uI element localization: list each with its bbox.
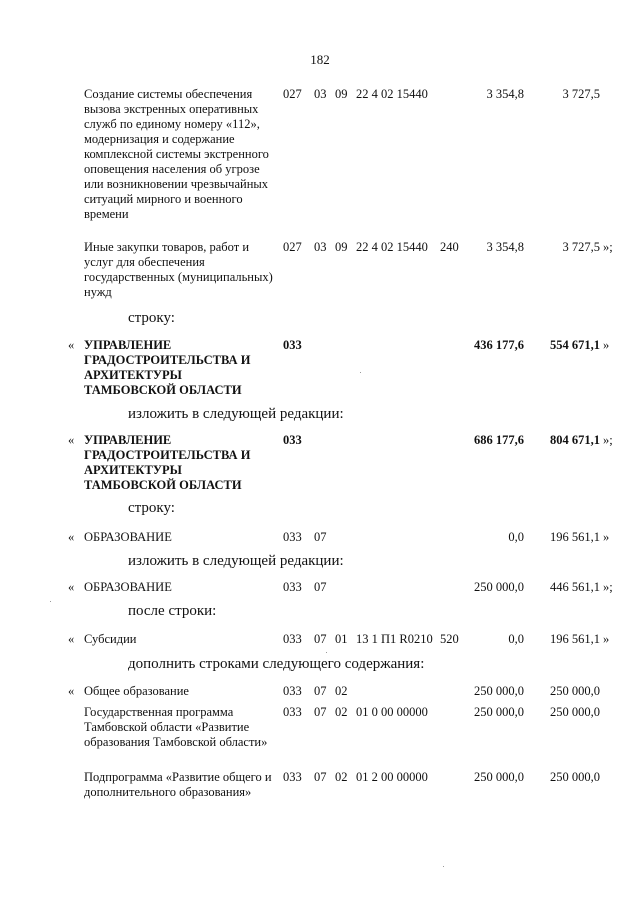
row-value-1: 0,0 <box>508 530 524 544</box>
row-ved: 033 <box>283 530 302 544</box>
row-name: Общее образование <box>84 684 189 698</box>
scan-speck <box>443 866 444 867</box>
row-pr: 02 <box>335 770 348 784</box>
row-value-2: 250 000,0 <box>550 684 600 698</box>
row-ved: 033 <box>283 580 302 594</box>
row-open-quote: « <box>68 632 75 646</box>
scan-speck <box>360 372 361 373</box>
row-close-quote: »; <box>603 580 613 594</box>
row-value-2: 196 561,1 <box>550 530 600 544</box>
row-rz: 07 <box>314 684 327 698</box>
row-name: Создание системы обеспечения вызова экстренных оперативных служб по единому номеру «112», модернизация и содержание комплексной системы экстренного оповещения населения об угрозе или возникновении чрезвычайных ситуаций мирного и военного времени <box>84 87 269 221</box>
row-value-1: 3 354,8 <box>486 87 524 101</box>
row-rz: 07 <box>314 580 327 594</box>
row-value-2: 554 671,1 <box>550 338 600 352</box>
row-pr: 02 <box>335 684 348 698</box>
row-value-2: 446 561,1 <box>550 580 600 594</box>
instruction-text: дополнить строками следующего содержания: <box>128 656 425 672</box>
row-close-quote: » <box>603 338 610 352</box>
row-ved: 033 <box>283 684 302 698</box>
row-rz: 07 <box>314 770 327 784</box>
instruction-text: после строки: <box>128 603 217 619</box>
row-ved: 033 <box>283 770 302 784</box>
row-pr: 09 <box>335 240 348 254</box>
row-value-2: 196 561,1 <box>550 632 600 646</box>
row-close-quote: » <box>603 530 610 544</box>
row-csr: 01 0 00 00000 <box>356 705 428 719</box>
row-ved: 027 <box>283 87 302 101</box>
row-open-quote: « <box>68 684 75 698</box>
row-value-2: 804 671,1 <box>550 433 600 447</box>
row-csr: 22 4 02 15440 <box>356 87 428 101</box>
row-close-quote: »; <box>603 240 613 254</box>
row-value-2: 250 000,0 <box>550 705 600 719</box>
scan-speck <box>326 652 327 653</box>
row-csr: 01 2 00 00000 <box>356 770 428 784</box>
row-value-2: 3 727,5 <box>562 87 600 101</box>
row-value-1: 686 177,6 <box>474 433 524 447</box>
row-ved: 027 <box>283 240 302 254</box>
row-close-quote: »; <box>603 433 613 447</box>
row-value-1: 250 000,0 <box>474 705 524 719</box>
row-vr: 520 <box>440 632 459 646</box>
row-value-1: 436 177,6 <box>474 338 524 352</box>
row-rz: 07 <box>314 530 327 544</box>
row-rz: 03 <box>314 87 327 101</box>
row-ved: 033 <box>283 632 302 646</box>
row-pr: 02 <box>335 705 348 719</box>
row-name: ОБРАЗОВАНИЕ <box>84 580 172 594</box>
instruction-text: строку: <box>128 500 175 516</box>
row-open-quote: « <box>68 530 75 544</box>
row-name: Государственная программа Тамбовской области «Развитие образования Тамбовской области» <box>84 705 268 749</box>
row-value-2: 3 727,5 <box>562 240 600 254</box>
row-vr: 240 <box>440 240 459 254</box>
row-name: УПРАВЛЕНИЕ ГРАДОСТРОИТЕЛЬСТВА И АРХИТЕКТУРЫ ТАМБОВСКОЙ ОБЛАСТИ <box>84 338 251 397</box>
row-csr: 22 4 02 15440 <box>356 240 428 254</box>
row-open-quote: « <box>68 338 75 352</box>
instruction-text: строку: <box>128 310 175 326</box>
row-rz: 07 <box>314 705 327 719</box>
row-ved: 033 <box>283 705 302 719</box>
row-close-quote: » <box>603 632 610 646</box>
row-ved: 033 <box>283 433 302 447</box>
row-value-1: 0,0 <box>508 632 524 646</box>
row-name: Иные закупки товаров, работ и услуг для обеспечения государственных (муниципальных) нужд <box>84 240 273 299</box>
row-name: Субсидии <box>84 632 137 646</box>
row-open-quote: « <box>68 433 75 447</box>
row-pr: 01 <box>335 632 348 646</box>
row-value-1: 3 354,8 <box>486 240 524 254</box>
instruction-text: изложить в следующей редакции: <box>128 553 344 569</box>
row-ved: 033 <box>283 338 302 352</box>
row-open-quote: « <box>68 580 75 594</box>
row-value-1: 250 000,0 <box>474 684 524 698</box>
instruction-text: изложить в следующей редакции: <box>128 406 344 422</box>
row-value-1: 250 000,0 <box>474 770 524 784</box>
row-rz: 07 <box>314 632 327 646</box>
row-pr: 09 <box>335 87 348 101</box>
page-number: 182 <box>310 52 330 67</box>
row-rz: 03 <box>314 240 327 254</box>
row-name: ОБРАЗОВАНИЕ <box>84 530 172 544</box>
row-csr: 13 1 П1 R0210 <box>356 632 433 646</box>
row-value-2: 250 000,0 <box>550 770 600 784</box>
row-name: УПРАВЛЕНИЕ ГРАДОСТРОИТЕЛЬСТВА И АРХИТЕКТУРЫ ТАМБОВСКОЙ ОБЛАСТИ <box>84 433 251 492</box>
scan-speck <box>50 601 51 602</box>
row-name: Подпрограмма «Развитие общего и дополнительного образования» <box>84 770 272 799</box>
row-value-1: 250 000,0 <box>474 580 524 594</box>
